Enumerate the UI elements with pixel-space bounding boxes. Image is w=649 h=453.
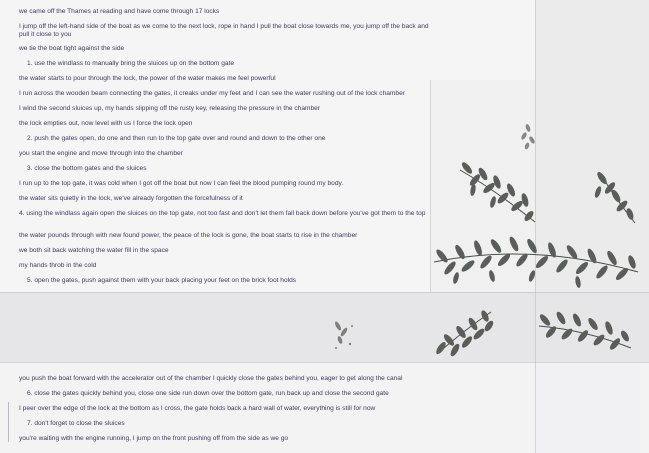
step-instruction: 4. using the windlass again open the sluices on the top gate, not too fast and don't let them fall back down before you've got them to the top (19, 210, 426, 217)
text-line: I run across the wooden beam connecting the gates, it creaks under my feet and I can see the water rushing out of the lock chamber (19, 90, 405, 97)
foliage-print-lower-right (537, 306, 633, 356)
text-line: we both sit back watching the water fill in the space (19, 247, 169, 254)
paper-edge-mark (8, 402, 9, 442)
text-line: I wind the second sluices up, my hands slipping off the rusty key, releasing the pressure in the chamber (19, 105, 321, 112)
foliage-print-small (518, 122, 540, 152)
paper-tile (535, 362, 640, 453)
foliage-print-lower-left (433, 306, 495, 360)
paper-seam (0, 292, 649, 293)
foliage-print-upper-right (590, 168, 640, 228)
text-line: the water sits quietly in the lock, we've already forgotten the forcefulness of it (19, 195, 243, 202)
text-line: I jump off the left-hand side of the boat as we come to the next lock, rope in hand I pull the boat close towards me, you jump off the back and pull it close to you (19, 23, 429, 38)
foliage-print-upper-left (455, 160, 540, 230)
text-line: the lock empties out, now level with us I force the lock open (19, 120, 193, 127)
step-instruction: 5. open the gates, push against them with your back placing your feet on the brick foot holds (27, 277, 297, 284)
paper-seam (430, 80, 431, 292)
text-line: you're waiting with the engine running, I jump on the front pushing off from the side as we go (19, 435, 289, 442)
foliage-print-faint (330, 318, 358, 354)
text-line: we tie the boat tight against the side (19, 45, 125, 52)
step-instruction: 6. close the gates quickly behind you, close one side run down over the bottom gate, run back up and close the second gate (27, 390, 389, 397)
step-instruction: 1. use the windlass to manually bring the sluices up on the bottom gate (27, 60, 235, 67)
text-line: I peer over the edge of the lock at the bottom as I cross, the gate holds back a hard wall of water, everything is still for now (19, 405, 376, 412)
text-line: the water pounds through with new found power, the peace of the lock is gone, the boat starts to rise in the chamber (19, 232, 358, 239)
text-line: you push the boat forward with the accelerator out of the chamber I quickly close the gates behind you, eager to get along the canal (19, 375, 403, 382)
step-instruction: 7. don't forget to close the sluices (27, 420, 125, 427)
step-instruction: 3. close the bottom gates and the sluices (27, 165, 147, 172)
text-line: the water starts to pour through the lock, the power of the water makes me feel powerful (19, 75, 276, 82)
text-line: you start the engine and move through into the chamber (19, 150, 183, 157)
text-line: I run up to the top gate, it was cold when I got off the boat but now I can feel the blood pumping round my body. (19, 180, 344, 187)
text-line: my hands throb in the cold (19, 262, 97, 269)
paper-seam (0, 362, 649, 363)
step-instruction: 2. push the gates open, do one and then run to the top gate over and round and down to the other one (27, 135, 326, 142)
foliage-print-band (432, 232, 640, 290)
text-line: we came off the Thames at reading and have come through 17 locks (19, 8, 220, 15)
